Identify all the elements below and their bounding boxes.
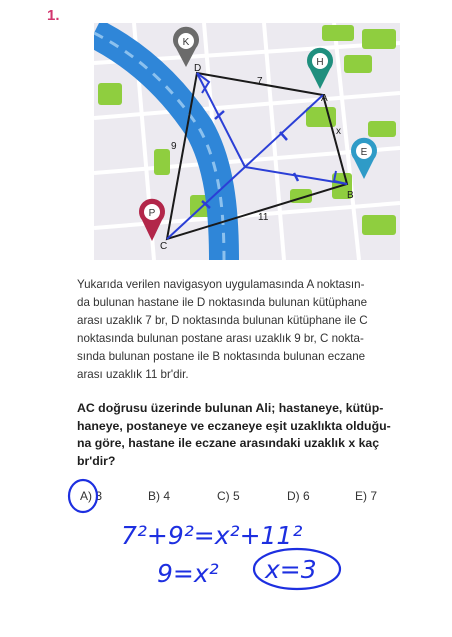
- handwritten-step: 9=x²: [157, 559, 219, 588]
- problem-paragraph: [77, 276, 399, 383]
- paragraph-line: arası uzaklık 7 br, D noktasında bulunan kütüphane ile C: [77, 313, 368, 327]
- label-C: C: [160, 241, 168, 252]
- svg-text:E: E: [360, 147, 368, 158]
- label-B: B: [347, 190, 354, 201]
- navigation-map: [94, 23, 400, 260]
- distance-DA: 7: [257, 76, 263, 87]
- question-line: AC doğrusu üzerinde bulunan Ali; hastaneye, kütüp-: [77, 401, 384, 415]
- handwritten-equation: 7²+9²=x²+11²: [121, 521, 303, 550]
- option-c[interactable]: C) 5: [217, 489, 240, 503]
- label-A: A: [321, 93, 328, 104]
- paragraph-line: sında bulunan postane ile B noktasında bulunan eczane: [77, 349, 366, 363]
- question-line: na göre, hastane ile eczane arasındaki uzaklık x kaç: [77, 436, 380, 451]
- label-D: D: [194, 63, 202, 74]
- answer-options: [0, 489, 452, 509]
- question-line: br'dir?: [77, 453, 116, 468]
- paragraph-line: arası uzaklık 11 br'dir.: [77, 367, 189, 381]
- distance-CB: 11: [258, 212, 269, 223]
- question-text: [77, 400, 399, 470]
- option-a[interactable]: A) 3: [80, 489, 103, 503]
- paragraph-line: da bulunan hastane ile D noktasında bulunan kütüphane: [77, 295, 368, 309]
- option-e[interactable]: E) 7: [355, 489, 378, 503]
- svg-text:P: P: [148, 208, 156, 219]
- svg-text:H: H: [316, 57, 324, 68]
- paragraph-line: noktasında bulunan postane arası uzaklık 9 br, C nokta-: [77, 331, 364, 345]
- paragraph-line: Yukarıda verilen navigasyon uygulamasında A noktasın-: [77, 278, 365, 291]
- distance-AB: x: [336, 126, 341, 137]
- option-b[interactable]: B) 4: [148, 489, 171, 503]
- question-number: 1.: [47, 7, 60, 24]
- answer-circle: [254, 549, 340, 589]
- svg-text:K: K: [182, 37, 190, 48]
- question-line: haneye, postaneye ve eczaneye eşit uzaklıkta olduğu-: [77, 418, 391, 433]
- distance-DC: 9: [171, 141, 177, 152]
- option-d[interactable]: D) 6: [287, 489, 310, 503]
- handwritten-answer: x=3: [265, 555, 317, 584]
